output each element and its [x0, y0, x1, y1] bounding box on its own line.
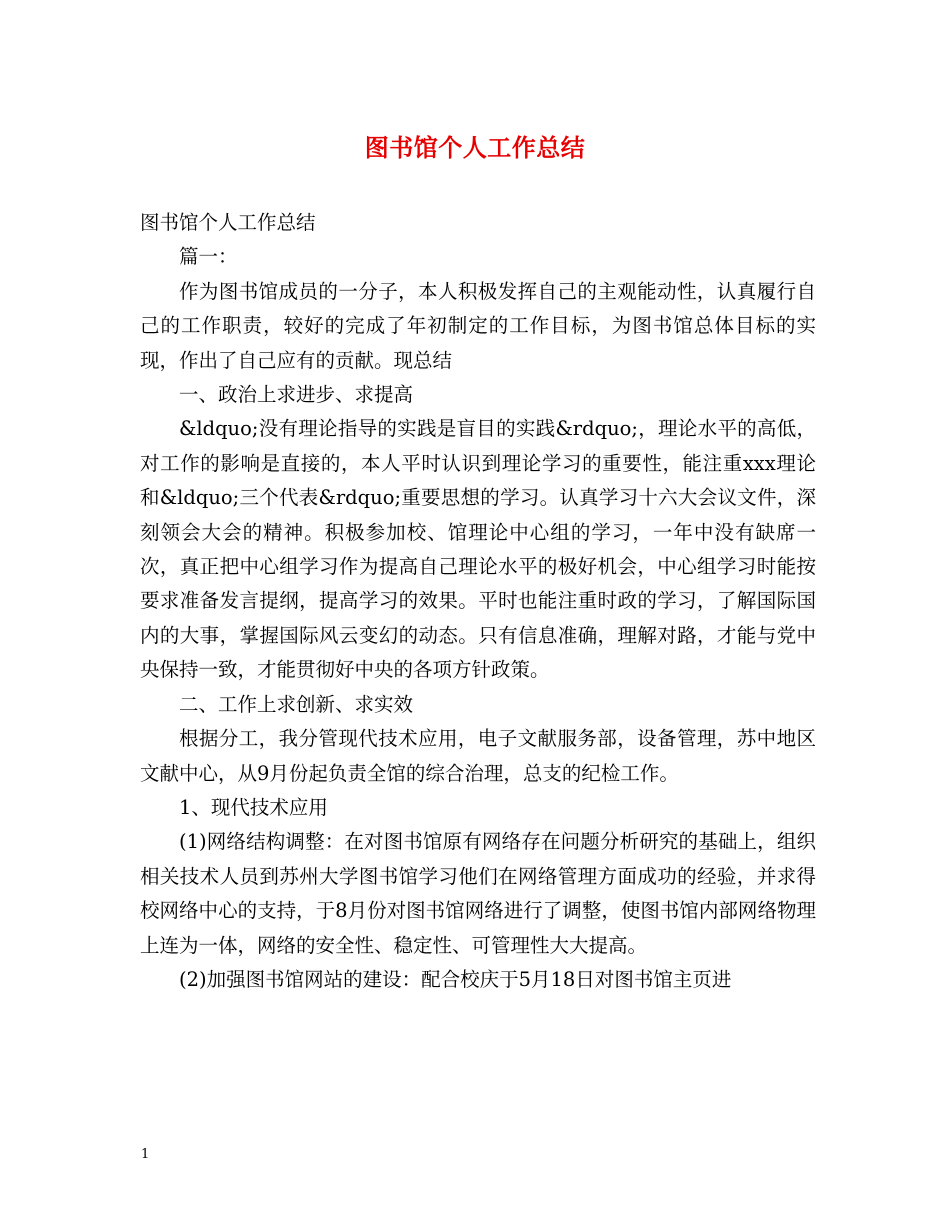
paragraph-website-construction: (2)加强图书馆网站的建设：配合校庆于5月18日对图书馆主页进 [179, 967, 732, 991]
paragraph-network-adjustment: (1)网络结构调整：在对图书馆原有网络存在问题分析研究的基础上，组织相关技术人员到苏州大学图书馆学习他们在网络管理方面成功的经验，并求得校网络中心的支持，于8月份对图书馆网络进行了调整，使图书馆内部网络物理上连为一体，网络的安全性、稳定性、可管理性大大提高。 [140, 830, 816, 957]
document-title: 图书馆个人工作总结 [364, 133, 586, 162]
paragraph-intro: 作为图书馆成员的一分子，本人积极发挥自己的主观能动性，认真履行自己的工作职责，较好的完成了年初制定的工作目标，为图书馆总体目标的实现，作出了自己应有的贡献。现总结 [140, 279, 816, 372]
document-body [140, 206, 816, 997]
paragraph-division-of-work: 根据分工，我分管现代技术应用，电子文献服务部，设备管理，苏中地区文献中心，从9月份起负责全馆的综合治理，总支的纪检工作。 [140, 727, 816, 785]
page-number: 1 [141, 1147, 150, 1162]
paragraph-section-label: 篇一： [179, 245, 238, 269]
heading-modern-technology: 1、现代技术应用 [179, 795, 328, 819]
heading-work-innovation: 二、工作上求创新、求实效 [179, 692, 414, 716]
heading-political-progress: 一、政治上求进步、求提高 [179, 383, 414, 407]
document-subtitle: 图书馆个人工作总结 [140, 211, 316, 234]
paragraph-theory-study: &ldquo;没有理论指导的实践是盲目的实践&rdquo;，理论水平的高低，对工作的影响是直接的，本人平时认识到理论学习的重要性，能注重xxx理论和&ldquo;三个代表&rdquo;重要思想的学习。认真学习十六大会议文件，深刻领会大会的精神。积极参加校、馆理论中心组的学习，一年中没有缺席一次，真正把中心组学习作为提高自己理论水平的极好机会，中心组学习时能按要求准备发言提纲，提高学习的效果。平时也能注重时政的学习，了解国际国内的大事，掌握国际风云变幻的动态。只有信息准确，理解对路，才能与党中央保持一致，才能贯彻好中央的各项方针政策。 [140, 417, 816, 682]
